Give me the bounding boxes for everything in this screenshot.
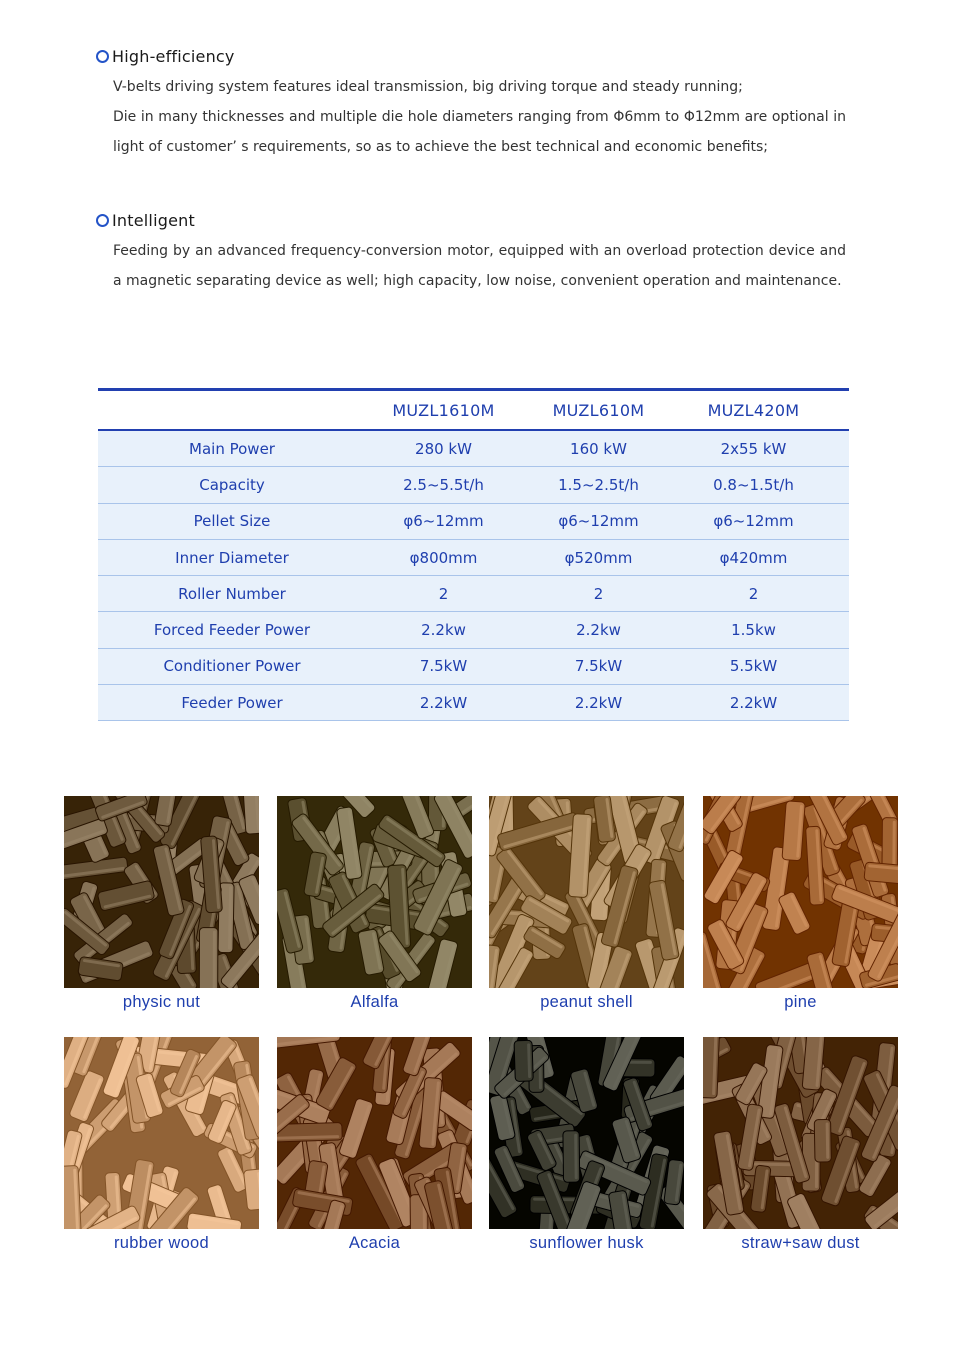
feature-title: Intelligent (112, 210, 195, 230)
pellet-caption: sunflower husk (529, 1234, 644, 1252)
pellet-tile (64, 796, 259, 1012)
feature-intelligent (96, 209, 846, 296)
pellet-tile (277, 1037, 472, 1253)
pellet-tile (64, 1037, 259, 1253)
row-label: Conditioner Power (163, 657, 301, 676)
column-header: MUZL610M (552, 400, 645, 420)
feature-high-efficiency (96, 45, 846, 162)
pellet-tile (703, 796, 898, 1012)
table-cell: φ6~12mm (558, 512, 639, 531)
table-row (98, 612, 849, 648)
feature-line: Die in many thicknesses and multiple die hole diameters ranging from Φ6mm to Φ12mm are optional in light of customer’ s requirements, so as to achieve the best technical and economic benefits; (113, 109, 846, 155)
row-label: Roller Number (178, 584, 286, 603)
table-cell: 2.5~5.5t/h (403, 475, 484, 494)
table-cell: 1.5kw (731, 621, 776, 640)
pellet-photo (277, 1037, 472, 1229)
table-cell: 1.5~2.5t/h (558, 475, 639, 494)
table-cell: 2.2kW (729, 693, 778, 712)
table-cell: φ6~12mm (403, 512, 484, 531)
table-cell: 2 (748, 584, 759, 603)
table-cell: 2.2kw (421, 621, 466, 640)
pellet-caption: peanut shell (540, 993, 633, 1011)
table-row (98, 576, 849, 612)
table-cell: 280 kW (415, 439, 472, 458)
column-header: MUZL1610M (392, 400, 495, 420)
table-row (98, 431, 849, 467)
pellet-photo (64, 796, 259, 988)
row-label: Forced Feeder Power (153, 621, 311, 640)
table-cell: 7.5kW (574, 657, 623, 676)
table-cell: 2.2kW (419, 693, 468, 712)
table-cell: 2x55 kW (720, 439, 787, 458)
pellet-tile (489, 1037, 684, 1253)
table-cell: 2.2kw (576, 621, 621, 640)
pellet-photo (703, 1037, 898, 1229)
feature-line: Feeding by an advanced frequency-conversion motor, equipped with an overload protection device and a magnetic separating device as well; high capacity, low noise, convenient operation and maintenance. (113, 243, 846, 289)
pellet-photo (277, 796, 472, 988)
feature-header (96, 209, 846, 231)
pellet-photo (64, 1037, 259, 1229)
table-cell: 7.5kW (419, 657, 468, 676)
feature-body (113, 72, 846, 162)
table-cell: 160 kW (570, 439, 627, 458)
table-row (98, 685, 849, 721)
pellet-tile (703, 1037, 898, 1253)
table-row (98, 540, 849, 576)
spec-table (98, 388, 849, 721)
table-row (98, 467, 849, 503)
pellet-caption: Alfalfa (350, 993, 399, 1011)
pellet-caption: straw+saw dust (741, 1234, 860, 1252)
row-label: Capacity (199, 475, 265, 494)
row-label: Main Power (189, 439, 275, 458)
feature-body (113, 236, 846, 296)
table-cell: 0.8~1.5t/h (713, 475, 794, 494)
feature-title: High-efficiency (112, 46, 235, 66)
table-cell: 2 (593, 584, 604, 603)
feature-header (96, 45, 846, 67)
spec-table-header (98, 391, 849, 431)
pellet-caption: Acacia (348, 1234, 401, 1252)
feature-line: V-belts driving system features ideal transmission, big driving torque and steady running; (113, 79, 743, 95)
table-row (98, 504, 849, 540)
row-label: Inner Diameter (175, 548, 289, 567)
pellet-tile (277, 796, 472, 1012)
table-row (98, 649, 849, 685)
pellet-photo (489, 1037, 684, 1229)
pellet-caption: pine (784, 993, 817, 1011)
table-cell: φ520mm (564, 548, 633, 567)
table-cell: 2.2kW (574, 693, 623, 712)
row-label: Pellet Size (193, 512, 271, 531)
table-cell: φ6~12mm (713, 512, 794, 531)
table-cell: φ420mm (719, 548, 788, 567)
table-cell: φ800mm (409, 548, 478, 567)
pellet-tile (489, 796, 684, 1012)
column-header: MUZL420M (707, 400, 800, 420)
row-label: Feeder Power (181, 693, 283, 712)
pellet-caption: rubber wood (113, 1234, 210, 1252)
pellet-photo (489, 796, 684, 988)
circle-bullet-icon (96, 214, 109, 227)
circle-bullet-icon (96, 50, 109, 63)
pellet-caption: physic nut (122, 993, 201, 1011)
table-cell: 5.5kW (729, 657, 778, 676)
pellet-photo (703, 796, 898, 988)
table-cell: 2 (438, 584, 449, 603)
